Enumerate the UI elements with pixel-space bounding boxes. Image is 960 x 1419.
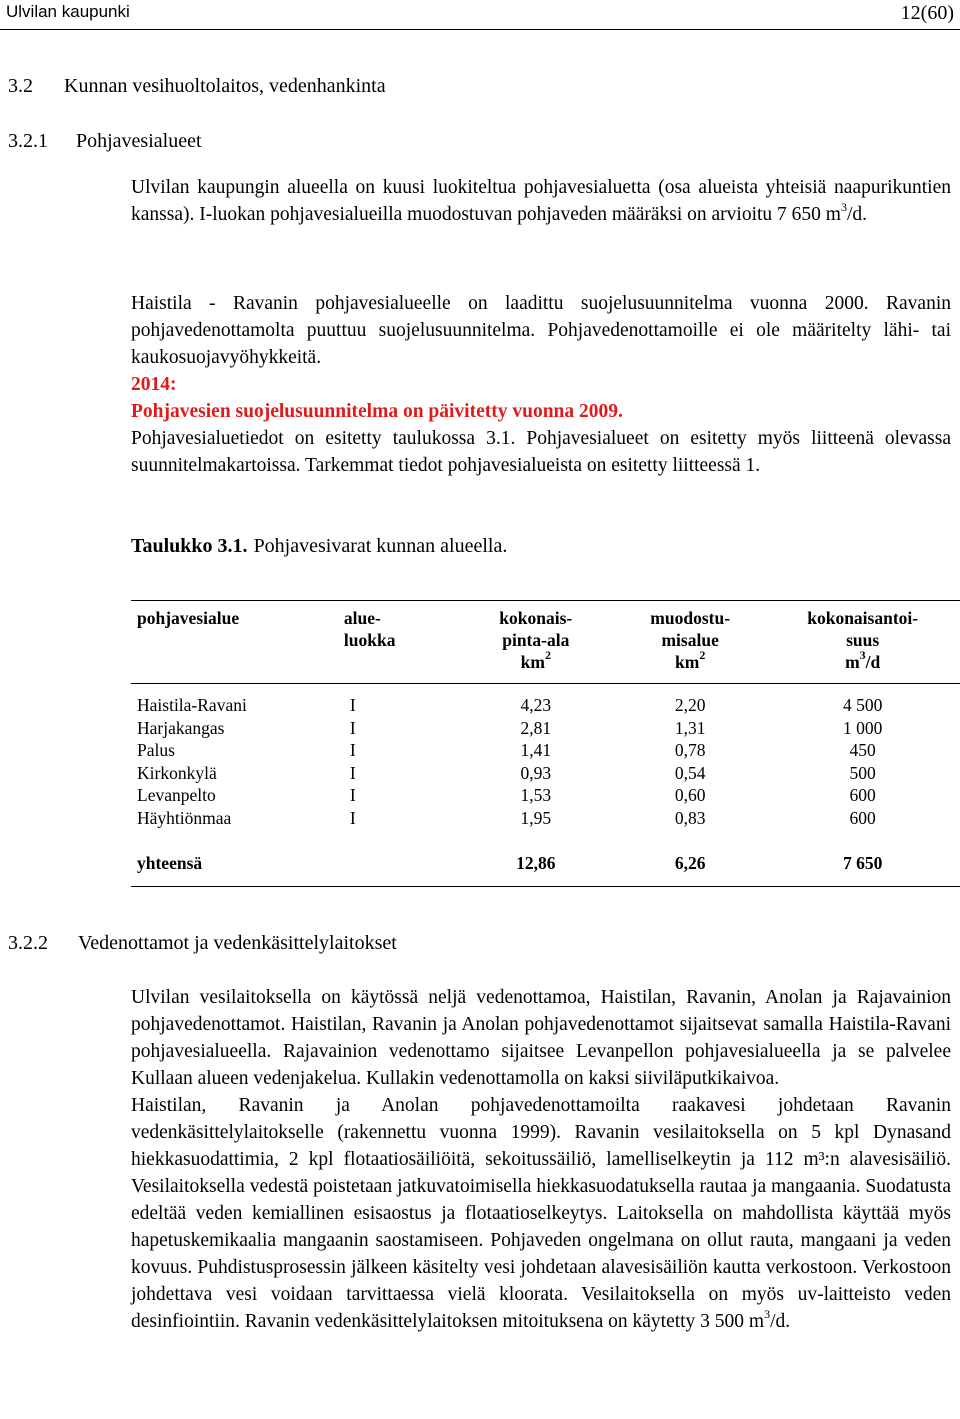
cell-total-label: yhteensä [131,830,306,887]
table-total-row [131,830,960,887]
paragraph-text: Ulvilan kaupungin alueella on kuusi luokiteltua pohjavesialuetta (osa alueista yhteisiä naapurikuntien kanssa). I-luokan pohjavesialueilla muodostuvan pohjaveden määräksi on arvioitu 7 650 m [131,177,951,225]
cell-formation-area: 0,54 [674,762,706,783]
section-title: Pohjavesialueet [76,130,202,152]
section-title: Vedenottamot ja vedenkäsittelylaitokset [78,932,397,954]
cell-class: I [349,762,356,783]
paragraph-text: Ulvilan vesilaitoksella on käytössä neljä vedenottamoa, Haistilan, Ravanin, Anolan ja Rajavainion pohjavedenottamot. Haistilan, Ravanin ja Anolan pohjavedenottamot sijaitsevat samalla Haistila-Ravani pohjavesialueella. Rajavainion vedenottamo sijaitsee Levanpellon pohjavesialueella ja se palvelee Kullaan alueen vedenjakelua. Kullakin vedenottamolla on kaksi siiviläputkikaivoa. [131,987,951,1089]
section-number: 3.2.1 [8,130,48,152]
cell-formation-area: 0,83 [674,807,706,828]
cell-area: Häyhtiönmaa [137,807,232,828]
section-number: 3.2 [8,75,33,97]
column-header: muodostu- misalue $km^2$ [615,601,765,684]
paragraph-groundwater-areas [131,174,951,228]
cell-formation-area: 2,20 [674,695,706,715]
paragraph-text-end: /d. [770,1311,791,1332]
cell-yield: 450 [849,740,876,761]
column-header: kokonais- pinta-ala $km^2$ [457,601,615,684]
page-number: 12(60) [900,2,954,24]
cell-total-area: 1,41 [520,740,552,761]
page-header [0,0,960,32]
table-row [131,784,960,807]
paragraph-protection-plan [131,290,951,479]
table-row [131,684,960,717]
paragraph-text: Haistilan, Ravanin ja Anolan pohjavedenottamoilta raakavesi johdetaan Ravanin vedenkäsittelylaitokselle (rakennettu vuonna 1999). Ravanin vesilaitoksella on 5 kpl Dynasand hiekkasuodattimia, 2 kpl flotaatiosäiliöitä, sekoitussäiliö, lamelliselkeytin ja 112 m³:n alavesisäiliö. Vesilaitoksella vedestä poistetaan jatkuvatoimisella hiekkasuodatuksella rautaa ja mangaania. Suodatusta edeltää veden kemiallinen esisaostus ja flotaatioselkeytys. Laitoksella on mahdollista käyttää myös hapetuskemikaalia mangaanin saostamiseen. Pohjaveden ongelmana on ollut rauta, mangaani ja veden kovuus. Puhdistusprosessin jälkeen käsitelty vesi johdetaan alavesisäiliön kautta verkostoon. Verkostoon johdettava vesi voidaan tarvittaessa vielä kloorata. Vesilaitoksella on myös uv-laitteisto veden desinfiointiin. Ravanin vedenkäsittelylaitoksen mitoituksena on käytetty 3 500 m [131,1095,951,1332]
cell-yield: 4 500 [842,695,883,715]
paragraph-intakes [131,984,951,1335]
superscript: 3 [764,1306,771,1321]
cell-total-area: 2,81 [520,717,552,738]
cell-yield: 600 [849,807,876,828]
table-row [131,807,960,830]
caption-text: Pohjavesivarat kunnan alueella. [253,535,508,557]
cell-formation-area: 0,78 [674,740,706,761]
cell-yield: 7 650 [765,830,960,887]
table-caption [131,535,507,558]
section-number: 3.2.2 [8,932,48,954]
table-header-row [131,601,960,684]
cell-class: I [349,695,356,715]
cell-area: Harjakangas [137,717,225,738]
cell-area: Palus [137,740,175,761]
groundwater-table [131,600,960,887]
cell-yield: 500 [849,762,876,783]
update-label: 2014: [131,374,177,395]
column-header: kokonaisantoi- suus $m^3/d$ [765,601,960,684]
column-header: alue- luokka [306,601,457,684]
cell-class: I [349,807,356,828]
header-divider [0,29,960,30]
cell-yield: 600 [849,785,876,806]
cell-class: I [349,717,356,738]
update-text: Pohjavesien suojelusuunnitelma on päivitetty vuonna 2009. [131,401,623,422]
cell-total-area: 1,53 [520,785,552,806]
section-title: Kunnan vesihuoltolaitos, vedenhankinta [64,75,386,97]
document-title: Ulvilan kaupunki [6,2,130,21]
cell-class [306,830,457,887]
paragraph-text: Haistila - Ravanin pohjavesialueelle on laadittu suojelusuunnitelma vuonna 2000. Ravanin pohjavedenottamolta puuttuu suojelusuunnitelma. Pohjavedenottamoille ei ole määritelty lähi- tai kaukosuojavyöhykkeitä. [131,293,951,368]
table-row [131,762,960,785]
cell-total-area: 1,95 [520,807,552,828]
cell-area: Levanpelto [137,785,216,806]
paragraph-text: Pohjavesialuetiedot on esitetty taulukossa 3.1. Pohjavesialueet on esitetty myös liitteenä olevassa suunnitelmakartoissa. Tarkemmat tiedot pohjavesialueista on esitetty liitteessä 1. [131,428,951,476]
cell-area: Kirkonkylä [137,762,217,783]
cell-total-area: 12,86 [457,830,615,887]
cell-class: I [349,740,356,761]
cell-yield: 1 000 [842,717,883,738]
paragraph-treatment [131,1092,951,1335]
table-row [131,717,960,740]
caption-label: Taulukko 3.1. [131,535,248,557]
cell-total-area: 4,23 [520,695,552,715]
paragraph-text-end: /d. [846,204,867,225]
cell-area: Haistila-Ravani [137,695,247,715]
table-row [131,739,960,762]
superscript: 3 [840,199,847,214]
cell-total-area: 0,93 [520,762,552,783]
cell-formation-area: 0,60 [674,785,706,806]
cell-formation-area: 6,26 [615,830,765,887]
column-header: pohjavesialue [131,601,306,684]
cell-formation-area: 1,31 [674,717,706,738]
cell-class: I [349,785,356,806]
